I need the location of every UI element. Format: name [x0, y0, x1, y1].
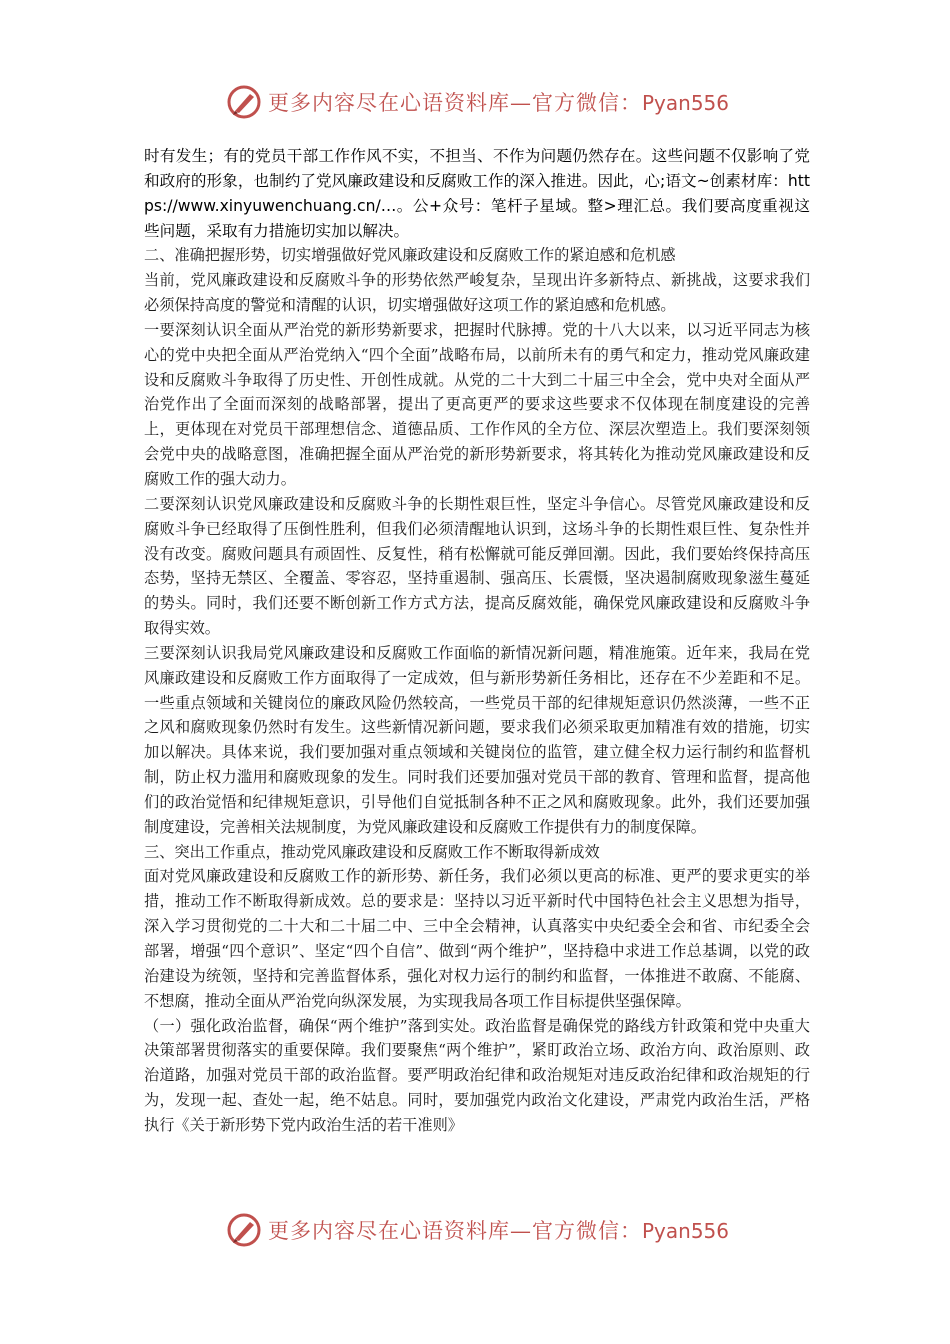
- banner-wechat-id: Pyan556: [642, 91, 730, 115]
- paragraph: 面对党风廉政建设和反腐败工作的新形势、新任务，我们必须以更高的标准、更严的要求更实的举措，推动工作不断取得新成效。总的要求是：坚持以习近平新时代中国特色社会主义思想为指导，深入学习贯彻党的二十大和二十届二中、三中全会精神，认真落实中央纪委全会和省、市纪委全会部署，增强“四个意识”、坚定“四个自信”、做到“两个维护”，坚持稳中求进工作总基调，以党的政治建设为统领，坚持和完善监督体系，强化对权力运行的制约和监督，一体推进不敢腐、不能腐、不想腐，推动全面从严治党向纵深发展，为实现我局各项工作目标提供坚强保障。: [144, 867, 810, 1010]
- paragraph: 二要深刻认识党风廉政建设和反腐败斗争的长期性艰巨性，坚定斗争信心。尽管党风廉政建设和反腐败斗争已经取得了压倒性胜利，但我们必须清醒地认识到，这场斗争的长期性艰巨性、复杂性并没有改变。腐败问题具有顽固性、反复性，稍有松懈就可能反弹回潮。因此，我们要始终保持高压态势，坚持无禁区、全覆盖、零容忍，坚持重遏制、强高压、长震慑，坚决遏制腐败现象滋生蔓延的势头。同时，我们还要不断创新工作方式方法，提高反腐效能，确保党风廉政建设和反腐败斗争取得实效。: [144, 494, 810, 638]
- pen-logo-icon: [226, 1212, 262, 1248]
- footer-banner: [226, 1210, 746, 1250]
- paragraph: 一要深刻认识全面从严治党的新形势新要求，把握时代脉搏。党的十八大以来，以习近平同志为核心的党中央把全面从严治党纳入“四个全面”战略布局，以前所未有的勇气和定力，推动党风廉政建设和反腐败斗争取得了历史性、开创性成就。从党的二十大到二十届三中全会，党中央对全面从严治党作出了全面而深刻的战略部署，提出了更高更严的要求这些要求不仅体现在制度建设的完善上，更体现在对党员干部理想信念、道德品质、工作作风的全方位、深层次塑造上。我们要深刻领会党中央的战略意图，准确把握全面从严治党的新形势新要求，将其转化为推动党风廉政建设和反腐败工作的强大动力。: [144, 320, 810, 488]
- header-banner: [226, 82, 746, 122]
- paragraph: （一）强化政治监督，确保“两个维护”落到实处。政治监督是确保党的路线方针政策和党中央重大决策部署贯彻落实的重要保障。我们要聚焦“两个维护”，紧盯政治立场、政治方向、政治原则、政治道路，加强对党员干部的政治监督。要严明政治纪律和政治规矩对违反政治纪律和政治规矩的行为，发现一起、查处一起，绝不姑息。同时，要加强党内政治文化建设，严肃党内政治生活，严格执行《关于新形势下党内政治生活的若干准则》: [144, 1016, 810, 1134]
- banner-text: [268, 87, 729, 117]
- banner-wechat-id: Pyan556: [642, 1219, 730, 1243]
- banner-cn: 更多内容尽在心语资料库—官方微信：: [268, 1219, 642, 1243]
- pen-logo-icon: [226, 84, 262, 120]
- paragraph: 三要深刻认识我局党风廉政建设和反腐败工作面临的新情况新问题，精准施策。近年来，我局在党风廉政建设和反腐败工作方面取得了一定成效，但与新形势新任务相比，还存在不少差距和不足。一些重点领域和关键岗位的廉政风险仍然较高，一些党员干部的纪律规矩意识仍然淡薄，一些不正之风和腐败现象仍然时有发生。这些新情况新问题，要求我们必须采取更加精准有效的措施，切实加以解决。具体来说，我们要加强对重点领域和关键岗位的监管，建立健全权力运行制约和监督机制，防止权力滥用和腐败现象的发生。同时我们还要加强对党员干部的教育、管理和监督，提高他们的政治觉悟和纪律规矩意识，引导他们自觉抵制各种不正之风和腐败现象。此外，我们还要加强制度建设，完善相关法规制度，为党风廉政建设和反腐败工作提供有力的制度保障。: [144, 643, 810, 836]
- paragraph: 时有发生；有的党员干部工作作风不实，不担当、不作为问题仍然存在。这些问题不仅影响了党和政府的形象，也制约了党风廉政建设和反腐败工作的深入推进。因此，心;语文~创素材库：https://www.xinyuwenchuang.cn/…。公+众号：笔杆子星域。整>理汇总。我们要高度重视这些问题，采取有力措施切实加以解决。: [144, 147, 810, 240]
- banner-text: [268, 1215, 729, 1245]
- section-heading: 二、准确把握形势，切实增强做好党风廉政建设和反腐败工作的紧迫感和危机感: [144, 246, 676, 265]
- paragraph: 当前，党风廉政建设和反腐败斗争的形势依然严峻复杂，呈现出许多新特点、新挑战，这要求我们必须保持高度的警觉和清醒的认识，切实增强做好这项工作的紧迫感和危机感。: [144, 271, 810, 315]
- banner-cn: 更多内容尽在心语资料库—官方微信：: [268, 91, 642, 115]
- document-body: [144, 144, 810, 1138]
- section-heading: 三、突出工作重点，推动党风廉政建设和反腐败工作不断取得新成效: [144, 842, 600, 861]
